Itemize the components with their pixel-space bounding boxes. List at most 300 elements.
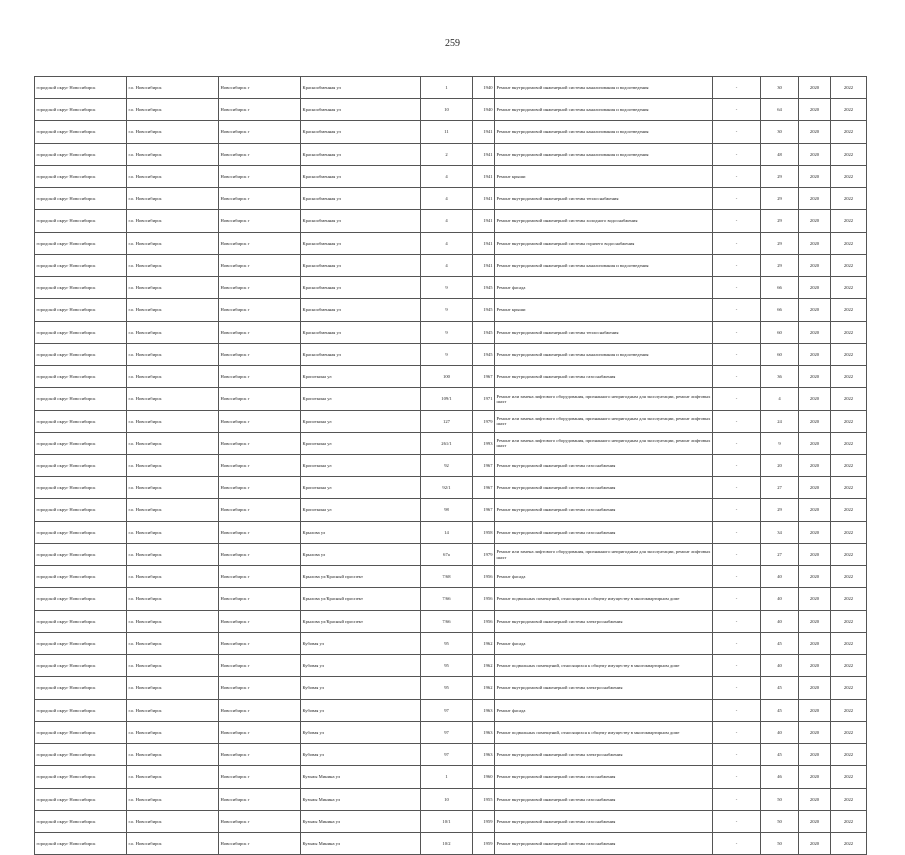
city-cell: г.о. Новосибирск xyxy=(127,321,219,343)
area-cell: 40 xyxy=(761,566,799,588)
build-year-cell: 1967 xyxy=(473,366,495,388)
house-number-cell: 7/68 xyxy=(421,566,473,588)
build-year-cell: 1963 xyxy=(473,699,495,721)
cost-cell: - xyxy=(713,788,761,810)
table-row xyxy=(35,410,867,432)
locality-cell: Новосибирск г xyxy=(219,632,301,654)
district-cell: городской округ Новосибирск xyxy=(35,121,127,143)
area-cell: 66 xyxy=(761,299,799,321)
area-cell: 30 xyxy=(761,121,799,143)
table-row xyxy=(35,121,867,143)
city-cell: г.о. Новосибирск xyxy=(127,832,219,854)
start-year-cell: 2020 xyxy=(799,543,831,565)
district-cell: городской округ Новосибирск xyxy=(35,566,127,588)
area-cell: 45 xyxy=(761,632,799,654)
build-year-cell: 1967 xyxy=(473,499,495,521)
start-year-cell: 2020 xyxy=(799,366,831,388)
city-cell: г.о. Новосибирск xyxy=(127,432,219,454)
build-year-cell: 1967 xyxy=(473,454,495,476)
end-year-cell: 2022 xyxy=(831,254,867,276)
house-number-cell: 92 xyxy=(421,454,473,476)
street-cell: Крылова ул xyxy=(301,521,421,543)
work-type-cell: Ремонт или замена лифтового оборудования, признанного непригодным для эксплуатации, ремонт лифтовых шахт xyxy=(495,543,713,565)
cost-cell: - xyxy=(713,610,761,632)
work-type-cell: Ремонт внутридомовой инженерной системы газоснабжения xyxy=(495,788,713,810)
build-year-cell: 1941 xyxy=(473,121,495,143)
street-cell: Краснообменная ул xyxy=(301,77,421,99)
area-cell: 29 xyxy=(761,165,799,187)
house-number-cell: 7/66 xyxy=(421,610,473,632)
table-row xyxy=(35,188,867,210)
cost-cell: - xyxy=(713,588,761,610)
work-type-cell: Ремонт или замена лифтового оборудования, признанного непригодным для эксплуатации, ремонт лифтовых шахт xyxy=(495,410,713,432)
start-year-cell: 2020 xyxy=(799,454,831,476)
area-cell: 29 xyxy=(761,254,799,276)
street-cell: Кузьмы Минина ул xyxy=(301,788,421,810)
district-cell: городской округ Новосибирск xyxy=(35,277,127,299)
build-year-cell: 1963 xyxy=(473,721,495,743)
work-type-cell: Ремонт внутридомовой инженерной системы газоснабжения xyxy=(495,810,713,832)
house-number-cell: 1 xyxy=(421,766,473,788)
city-cell: г.о. Новосибирск xyxy=(127,632,219,654)
work-type-cell: Ремонт внутридомовой инженерной системы электроснабжения xyxy=(495,677,713,699)
work-type-cell: Ремонт внутридомовой инженерной системы холодного водоснабжения xyxy=(495,210,713,232)
end-year-cell: 2022 xyxy=(831,321,867,343)
house-number-cell: 4 xyxy=(421,254,473,276)
table-row xyxy=(35,165,867,187)
locality-cell: Новосибирск г xyxy=(219,699,301,721)
build-year-cell: 1945 xyxy=(473,299,495,321)
cost-cell: - xyxy=(713,655,761,677)
district-cell: городской округ Новосибирск xyxy=(35,410,127,432)
work-type-cell: Ремонт внутридомовой инженерной системы газоснабжения xyxy=(495,454,713,476)
district-cell: городской округ Новосибирск xyxy=(35,832,127,854)
end-year-cell: 2022 xyxy=(831,543,867,565)
cost-cell: - xyxy=(713,699,761,721)
end-year-cell: 2022 xyxy=(831,454,867,476)
street-cell: Краснообменная ул xyxy=(301,210,421,232)
house-number-cell: 98 xyxy=(421,499,473,521)
table-row xyxy=(35,521,867,543)
city-cell: г.о. Новосибирск xyxy=(127,677,219,699)
work-type-cell: Ремонт подвальных помещений, относящихся к общему имуществу в многоквартирном доме xyxy=(495,588,713,610)
locality-cell: Новосибирск г xyxy=(219,366,301,388)
end-year-cell: 2022 xyxy=(831,143,867,165)
district-cell: городской округ Новосибирск xyxy=(35,432,127,454)
street-cell: Кропоткина ул xyxy=(301,366,421,388)
cost-cell: - xyxy=(713,832,761,854)
start-year-cell: 2020 xyxy=(799,788,831,810)
end-year-cell: 2022 xyxy=(831,210,867,232)
district-cell: городской округ Новосибирск xyxy=(35,655,127,677)
build-year-cell: 1993 xyxy=(473,432,495,454)
street-cell: Крылова ул/Красный проспект xyxy=(301,588,421,610)
city-cell: г.о. Новосибирск xyxy=(127,410,219,432)
start-year-cell: 2020 xyxy=(799,721,831,743)
work-type-cell: Ремонт внутридомовой инженерной системы канализования и водоотведения xyxy=(495,121,713,143)
city-cell: г.о. Новосибирск xyxy=(127,788,219,810)
table-row xyxy=(35,277,867,299)
city-cell: г.о. Новосибирск xyxy=(127,655,219,677)
city-cell: г.о. Новосибирск xyxy=(127,299,219,321)
table-row xyxy=(35,766,867,788)
build-year-cell: 1941 xyxy=(473,165,495,187)
locality-cell: Новосибирск г xyxy=(219,277,301,299)
table-row xyxy=(35,99,867,121)
end-year-cell: 2022 xyxy=(831,499,867,521)
cost-cell: - xyxy=(713,254,761,276)
house-number-cell: 7/66 xyxy=(421,588,473,610)
house-number-cell: 97 xyxy=(421,721,473,743)
area-cell: 64 xyxy=(761,99,799,121)
area-cell: 4 xyxy=(761,388,799,410)
end-year-cell: 2022 xyxy=(831,99,867,121)
area-cell: 40 xyxy=(761,655,799,677)
street-cell: Кубовая ул xyxy=(301,721,421,743)
city-cell: г.о. Новосибирск xyxy=(127,165,219,187)
house-number-cell: 11 xyxy=(421,121,473,143)
district-cell: городской округ Новосибирск xyxy=(35,299,127,321)
cost-cell: - xyxy=(713,210,761,232)
build-year-cell: 1960 xyxy=(473,766,495,788)
work-type-cell: Ремонт внутридомовой инженерной системы газоснабжения xyxy=(495,521,713,543)
start-year-cell: 2020 xyxy=(799,477,831,499)
work-type-cell: Ремонт или замена лифтового оборудования, признанного непригодным для эксплуатации, ремонт лифтовых шахт xyxy=(495,432,713,454)
locality-cell: Новосибирск г xyxy=(219,99,301,121)
city-cell: г.о. Новосибирск xyxy=(127,77,219,99)
end-year-cell: 2022 xyxy=(831,410,867,432)
work-type-cell: Ремонт крыши xyxy=(495,299,713,321)
end-year-cell: 2022 xyxy=(831,388,867,410)
area-cell: 27 xyxy=(761,543,799,565)
end-year-cell: 2022 xyxy=(831,521,867,543)
street-cell: Кубовая ул xyxy=(301,744,421,766)
work-type-cell: Ремонт фасада xyxy=(495,566,713,588)
locality-cell: Новосибирск г xyxy=(219,477,301,499)
cost-cell: - xyxy=(713,165,761,187)
start-year-cell: 2020 xyxy=(799,410,831,432)
start-year-cell: 2020 xyxy=(799,655,831,677)
work-type-cell: Ремонт внутридомовой инженерной системы теплоснабжения xyxy=(495,188,713,210)
table-row xyxy=(35,499,867,521)
street-cell: Кубовая ул xyxy=(301,632,421,654)
locality-cell: Новосибирск г xyxy=(219,454,301,476)
build-year-cell: 1956 xyxy=(473,610,495,632)
area-cell: 9 xyxy=(761,432,799,454)
work-type-cell: Ремонт внутридомовой инженерной системы газоснабжения xyxy=(495,477,713,499)
table-body xyxy=(35,77,867,855)
house-number-cell: 95 xyxy=(421,677,473,699)
area-cell: 20 xyxy=(761,454,799,476)
end-year-cell: 2022 xyxy=(831,588,867,610)
locality-cell: Новосибирск г xyxy=(219,121,301,143)
end-year-cell: 2022 xyxy=(831,477,867,499)
district-cell: городской округ Новосибирск xyxy=(35,744,127,766)
end-year-cell: 2022 xyxy=(831,832,867,854)
area-cell: 50 xyxy=(761,810,799,832)
build-year-cell: 1941 xyxy=(473,143,495,165)
house-number-cell: 9 xyxy=(421,277,473,299)
city-cell: г.о. Новосибирск xyxy=(127,343,219,365)
city-cell: г.о. Новосибирск xyxy=(127,277,219,299)
city-cell: г.о. Новосибирск xyxy=(127,121,219,143)
house-number-cell: 4 xyxy=(421,188,473,210)
street-cell: Краснообменная ул xyxy=(301,232,421,254)
house-number-cell: 92/1 xyxy=(421,477,473,499)
cost-cell: - xyxy=(713,232,761,254)
locality-cell: Новосибирск г xyxy=(219,165,301,187)
end-year-cell: 2022 xyxy=(831,655,867,677)
locality-cell: Новосибирск г xyxy=(219,143,301,165)
street-cell: Кропоткина ул xyxy=(301,388,421,410)
build-year-cell: 1963 xyxy=(473,744,495,766)
table-row xyxy=(35,388,867,410)
build-year-cell: 1945 xyxy=(473,343,495,365)
build-year-cell: 1962 xyxy=(473,632,495,654)
start-year-cell: 2020 xyxy=(799,121,831,143)
city-cell: г.о. Новосибирск xyxy=(127,454,219,476)
district-cell: городской округ Новосибирск xyxy=(35,210,127,232)
end-year-cell: 2022 xyxy=(831,165,867,187)
end-year-cell: 2022 xyxy=(831,188,867,210)
build-year-cell: 1945 xyxy=(473,321,495,343)
table-row xyxy=(35,744,867,766)
locality-cell: Новосибирск г xyxy=(219,721,301,743)
street-cell: Кузьмы Минина ул xyxy=(301,810,421,832)
area-cell: 40 xyxy=(761,610,799,632)
city-cell: г.о. Новосибирск xyxy=(127,566,219,588)
table-row xyxy=(35,232,867,254)
end-year-cell: 2022 xyxy=(831,366,867,388)
city-cell: г.о. Новосибирск xyxy=(127,366,219,388)
district-cell: городской округ Новосибирск xyxy=(35,165,127,187)
district-cell: городской округ Новосибирск xyxy=(35,610,127,632)
house-number-cell: 4 xyxy=(421,210,473,232)
street-cell: Краснообменная ул xyxy=(301,299,421,321)
locality-cell: Новосибирск г xyxy=(219,388,301,410)
area-cell: 50 xyxy=(761,788,799,810)
start-year-cell: 2020 xyxy=(799,77,831,99)
house-number-cell: 97 xyxy=(421,744,473,766)
build-year-cell: 1979 xyxy=(473,410,495,432)
city-cell: г.о. Новосибирск xyxy=(127,499,219,521)
city-cell: г.о. Новосибирск xyxy=(127,210,219,232)
table-row xyxy=(35,210,867,232)
work-type-cell: Ремонт фасада xyxy=(495,632,713,654)
table-row xyxy=(35,432,867,454)
work-type-cell: Ремонт подвальных помещений, относящихся к общему имуществу в многоквартирном доме xyxy=(495,655,713,677)
house-number-cell: 97 xyxy=(421,699,473,721)
cost-cell: - xyxy=(713,521,761,543)
cost-cell: - xyxy=(713,321,761,343)
build-year-cell: 1962 xyxy=(473,655,495,677)
build-year-cell: 1940 xyxy=(473,99,495,121)
house-number-cell: 4 xyxy=(421,165,473,187)
district-cell: городской округ Новосибирск xyxy=(35,366,127,388)
work-type-cell: Ремонт фасада xyxy=(495,699,713,721)
build-year-cell: 1955 xyxy=(473,788,495,810)
locality-cell: Новосибирск г xyxy=(219,499,301,521)
locality-cell: Новосибирск г xyxy=(219,543,301,565)
street-cell: Кубовая ул xyxy=(301,655,421,677)
locality-cell: Новосибирск г xyxy=(219,343,301,365)
work-type-cell: Ремонт фасада xyxy=(495,277,713,299)
locality-cell: Новосибирск г xyxy=(219,655,301,677)
area-cell: 29 xyxy=(761,210,799,232)
locality-cell: Новосибирск г xyxy=(219,810,301,832)
city-cell: г.о. Новосибирск xyxy=(127,143,219,165)
area-cell: 48 xyxy=(761,143,799,165)
street-cell: Краснообменная ул xyxy=(301,121,421,143)
work-type-cell: Ремонт внутридомовой инженерной системы канализования и водоотведения xyxy=(495,77,713,99)
district-cell: городской округ Новосибирск xyxy=(35,77,127,99)
house-number-cell: 2 xyxy=(421,143,473,165)
start-year-cell: 2020 xyxy=(799,832,831,854)
work-type-cell: Ремонт внутридомовой инженерной системы теплоснабжения xyxy=(495,321,713,343)
cost-cell: - xyxy=(713,499,761,521)
work-type-cell: Ремонт внутридомовой инженерной системы канализования и водоотведения xyxy=(495,99,713,121)
locality-cell: Новосибирск г xyxy=(219,766,301,788)
start-year-cell: 2020 xyxy=(799,210,831,232)
end-year-cell: 2022 xyxy=(831,788,867,810)
cost-cell: - xyxy=(713,188,761,210)
end-year-cell: 2022 xyxy=(831,744,867,766)
build-year-cell: 1941 xyxy=(473,254,495,276)
build-year-cell: 1941 xyxy=(473,188,495,210)
locality-cell: Новосибирск г xyxy=(219,521,301,543)
end-year-cell: 2022 xyxy=(831,677,867,699)
cost-cell: - xyxy=(713,99,761,121)
work-type-cell: Ремонт внутридомовой инженерной системы канализования и водоотведения xyxy=(495,343,713,365)
district-cell: городской округ Новосибирск xyxy=(35,543,127,565)
area-cell: 34 xyxy=(761,521,799,543)
start-year-cell: 2020 xyxy=(799,232,831,254)
build-year-cell: 1958 xyxy=(473,521,495,543)
locality-cell: Новосибирск г xyxy=(219,232,301,254)
end-year-cell: 2022 xyxy=(831,121,867,143)
cost-cell: - xyxy=(713,721,761,743)
table-row xyxy=(35,366,867,388)
house-number-cell: 127 xyxy=(421,410,473,432)
table-row xyxy=(35,788,867,810)
district-cell: городской округ Новосибирск xyxy=(35,477,127,499)
area-cell: 29 xyxy=(761,188,799,210)
area-cell: 36 xyxy=(761,366,799,388)
locality-cell: Новосибирск г xyxy=(219,744,301,766)
build-year-cell: 1959 xyxy=(473,810,495,832)
cost-cell: - xyxy=(713,343,761,365)
house-number-cell: 9 xyxy=(421,343,473,365)
district-cell: городской округ Новосибирск xyxy=(35,788,127,810)
cost-cell: - xyxy=(713,632,761,654)
start-year-cell: 2020 xyxy=(799,254,831,276)
city-cell: г.о. Новосибирск xyxy=(127,254,219,276)
area-cell: 60 xyxy=(761,343,799,365)
area-cell: 45 xyxy=(761,744,799,766)
area-cell: 60 xyxy=(761,321,799,343)
district-cell: городской округ Новосибирск xyxy=(35,521,127,543)
cost-cell: - xyxy=(713,566,761,588)
locality-cell: Новосибирск г xyxy=(219,432,301,454)
cost-cell: - xyxy=(713,121,761,143)
start-year-cell: 2020 xyxy=(799,143,831,165)
cost-cell: - xyxy=(713,454,761,476)
city-cell: г.о. Новосибирск xyxy=(127,99,219,121)
start-year-cell: 2020 xyxy=(799,766,831,788)
start-year-cell: 2020 xyxy=(799,810,831,832)
street-cell: Крылова ул xyxy=(301,543,421,565)
work-type-cell: Ремонт внутридомовой инженерной системы газоснабжения xyxy=(495,832,713,854)
start-year-cell: 2020 xyxy=(799,610,831,632)
table-row xyxy=(35,321,867,343)
work-type-cell: Ремонт крыши xyxy=(495,165,713,187)
cost-cell: - xyxy=(713,766,761,788)
table-row xyxy=(35,655,867,677)
table-row xyxy=(35,477,867,499)
city-cell: г.о. Новосибирск xyxy=(127,744,219,766)
street-cell: Краснообменная ул xyxy=(301,188,421,210)
table-row xyxy=(35,566,867,588)
area-cell: 40 xyxy=(761,721,799,743)
end-year-cell: 2022 xyxy=(831,566,867,588)
table-row xyxy=(35,143,867,165)
end-year-cell: 2022 xyxy=(831,277,867,299)
work-type-cell: Ремонт внутридомовой инженерной системы электроснабжения xyxy=(495,610,713,632)
build-year-cell: 1967 xyxy=(473,477,495,499)
work-type-cell: Ремонт внутридомовой инженерной системы горячего водоснабжения xyxy=(495,232,713,254)
cost-cell: - xyxy=(713,143,761,165)
city-cell: г.о. Новосибирск xyxy=(127,477,219,499)
repair-schedule-table xyxy=(34,76,867,855)
start-year-cell: 2020 xyxy=(799,521,831,543)
district-cell: городской округ Новосибирск xyxy=(35,699,127,721)
district-cell: городской округ Новосибирск xyxy=(35,632,127,654)
cost-cell: - xyxy=(713,366,761,388)
city-cell: г.о. Новосибирск xyxy=(127,810,219,832)
city-cell: г.о. Новосибирск xyxy=(127,521,219,543)
start-year-cell: 2020 xyxy=(799,632,831,654)
street-cell: Кубовая ул xyxy=(301,699,421,721)
house-number-cell: 14 xyxy=(421,521,473,543)
locality-cell: Новосибирск г xyxy=(219,77,301,99)
district-cell: городской округ Новосибирск xyxy=(35,388,127,410)
district-cell: городской округ Новосибирск xyxy=(35,454,127,476)
start-year-cell: 2020 xyxy=(799,388,831,410)
area-cell: 46 xyxy=(761,766,799,788)
district-cell: городской округ Новосибирск xyxy=(35,343,127,365)
start-year-cell: 2020 xyxy=(799,699,831,721)
cost-cell: - xyxy=(713,410,761,432)
street-cell: Краснообменная ул xyxy=(301,254,421,276)
house-number-cell: 261/1 xyxy=(421,432,473,454)
house-number-cell: 95 xyxy=(421,655,473,677)
start-year-cell: 2020 xyxy=(799,432,831,454)
end-year-cell: 2022 xyxy=(831,432,867,454)
table-row xyxy=(35,677,867,699)
table-row xyxy=(35,343,867,365)
house-number-cell: 10 xyxy=(421,99,473,121)
house-number-cell: 109/1 xyxy=(421,388,473,410)
area-cell: 29 xyxy=(761,232,799,254)
house-number-cell: 67а xyxy=(421,543,473,565)
work-type-cell: Ремонт внутридомовой инженерной системы газоснабжения xyxy=(495,766,713,788)
area-cell: 30 xyxy=(761,77,799,99)
start-year-cell: 2020 xyxy=(799,299,831,321)
cost-cell: - xyxy=(713,77,761,99)
cost-cell: - xyxy=(713,677,761,699)
table-row xyxy=(35,543,867,565)
city-cell: г.о. Новосибирск xyxy=(127,188,219,210)
